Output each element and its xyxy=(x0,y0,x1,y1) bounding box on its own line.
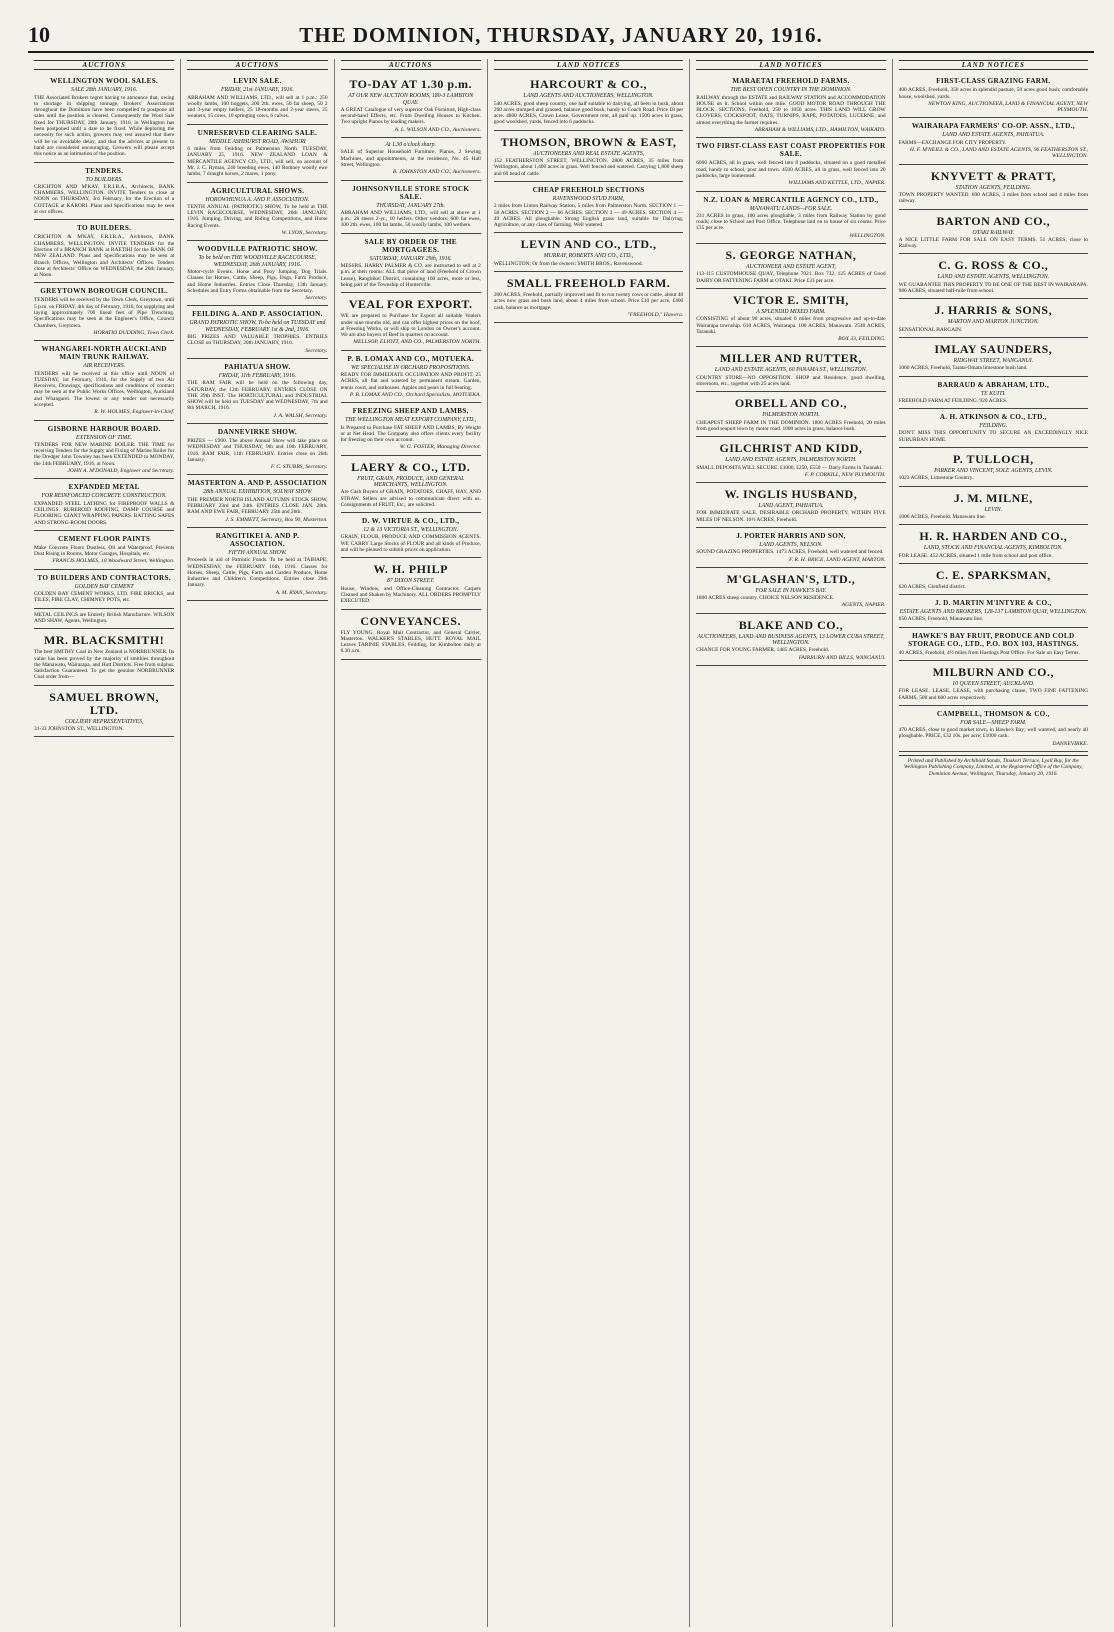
ad-body-text: CRICHTON & M'KAY, F.R.I.B.A., Architects, BANK CHAMBERS, WELLINGTON. INVITE TENDERS for the Erection of a BRANCH BANK at RAETIHI for the BANK OF NEW ZEALAND. Plans and Specifications may be seen at Branch Offices, Wellington and Architects' Offices. Tenders close at Architects' Office on WEDNESDAY, the 26th January, at Noon. xyxy=(34,234,175,279)
ad-heading: RANGITIKEI A. AND P. ASSOCIATION. xyxy=(215,531,300,548)
ad-body-text: CHEAPEST SHEEP FARM IN THE DOMINION. 1800 ACRES Freehold, 20 miles from good seaport town by motor road. 1000 acres in grass, balance bush. xyxy=(696,419,886,432)
ad-heading: ORBELL AND CO., xyxy=(734,396,848,411)
ad-body-text: THE PREMIER NORTH ISLAND AUTUMN STOCK SHOW, FEBRUARY 23rd and 24th. ENTRIES CLOSE JAN. 28th. RAM AND EWE FAIR, FEBRUARY 25th and 26th. xyxy=(187,496,328,516)
ad-body-text: 400 ACRES, Freehold, 350 acres in splendid pasture, 50 acres good bush; comfortable house, woolshed, yards. xyxy=(898,87,1089,100)
advertisement xyxy=(34,220,174,283)
ad-heading: TO BUILDERS. xyxy=(77,224,132,233)
ad-body-text: FREEHOLD FARM AT FEILDING. 920 ACRES. xyxy=(898,397,1008,404)
ad-subheading: At 1.30 o'clock sharp. xyxy=(385,142,437,149)
ad-signature: MELLSOP, ELIOTT, AND CO., PALMERSTON NORTH. xyxy=(353,339,481,346)
advertisement xyxy=(494,182,683,233)
advertisement xyxy=(696,568,885,614)
ad-body-text: ABRAHAM AND WILLIAMS, LTD., will sell at above at 1 p.m.: 28 steers 2-yr., 10 heifers. Other vendors: 600 fat ewes, 100 2th. ewes, 100 fat lambs, 50 woolly lambs, 100 wethers. xyxy=(340,209,481,229)
advertisement xyxy=(899,377,1088,410)
section-heading: LAND NOTICES xyxy=(899,60,1088,70)
ad-signature: W. LYON, Secretary. xyxy=(281,230,328,237)
column-6 xyxy=(893,59,1094,1627)
ad-heading: LEVIN AND CO., LTD., xyxy=(520,237,657,252)
section-heading: AUCTIONS xyxy=(187,60,327,70)
ad-body-text: READY FOR IMMEDIATE OCCUPATION AND PROFIT. 25 ACRES, all flat and watered by permanent stream. Garden, tennis court, and outhouses. Apples and pears in full bearing. xyxy=(340,372,481,391)
ad-heading: D. W. VIRTUE & CO., LTD., xyxy=(362,517,460,526)
ad-body-text: 540 ACRES, good sheep country, one half suitable to dairying, all been in bush, about 260 acres stumped and grassed, balance good bush, handy to Coach Road. Price £8 per acre. 4800 ACRES, Crown Lease, Government rent, all paid up. 1500 acres in grass, good woolshed, yards, fenced into 6 paddocks. xyxy=(493,100,684,126)
ad-subheading: COLLIERY REPRESENTATIVES, xyxy=(64,718,144,725)
ad-body-text: THE Associated Brokers regret having to announce that, owing to shortage in shipping tonnage, Brokers' Associations throughout the Dominion have been compelled to postpone all sales until the position is cleared. Consequently the Wool Sale fixed for THURSDAY, 28th January, 1916, in Wellington has been postponed until a date to be fixed. While deploring the necessity for such action, growers may rest assured that there will be no avoidable delay, and that the advices at present to hand are considered encouraging. Growers will please accept this notice as an intimation of the position. xyxy=(34,94,175,158)
ad-heading: WAIRARAPA FARMERS' CO-OP. ASSN., LTD., xyxy=(911,122,1075,131)
ad-heading: P. TULLOCH, xyxy=(953,452,1034,467)
advertisement xyxy=(341,558,481,609)
ad-body-text: 1800 ACRES sheep country. CHOICE NELSON RESIDENCE. xyxy=(696,595,835,602)
ad-body-text: Motor-cycle Events. Horse and Pony Jumping. Dog Trials. Classes for Horses, Cattle, Sheep, Pigs, Dogs, Farm Produce, and Home Industries. Entries Close Thursday, 13th January. Schedules and Entry Forms obtainable from the Secretary. xyxy=(187,268,328,294)
ad-subheading: LAND AND ESTATE AGENTS, PALMERSTON NORTH. xyxy=(725,457,857,464)
ad-signature: Secretary. xyxy=(305,295,328,302)
ad-heading: VEAL FOR EXPORT. xyxy=(348,297,473,312)
ad-subheading: THE BEST OPEN COUNTRY IN THE DOMINION. xyxy=(730,87,852,94)
advertisement xyxy=(899,661,1088,706)
ad-body-text: 620 ACRES, Glenfield district. xyxy=(898,583,966,590)
ad-subheading: FOR SALE—SHEEP FARM. xyxy=(960,719,1027,726)
ad-body-text: 231 ACRES in grass, 100 acres ploughable, 3 miles from Railway Station by good roads; close to School and Post Office. Telephone laid on to house of six rooms. Price £35 per acre. xyxy=(696,212,886,232)
ad-subheading: AT OUR NEW AUCTION ROOMS, 180-3 LAMBTON QUAY. xyxy=(348,93,474,106)
ad-heading: GILCHRIST AND KIDD, xyxy=(719,441,863,456)
ad-body-text: A GREAT Catalogue of very superior Oak Furniture, High-class second-hand Effects, etc. From Dwelling Houses to Kitchen. Two upright Pianos by leading makers. xyxy=(340,106,481,126)
ad-body-text: 6 miles from Feilding or Palmerston North. TUESDAY, JANUARY 25, 1916. NEW ZEALAND LOAN & MERCANTILE AGENCY CO., LTD., will sell, on account of Mr. J. C. Ryman, 240 breeding ewes, 140 Romney woolly ewe lambs, 7 draught horses, 2 mares, 1 pony. xyxy=(187,146,328,178)
printer-imprint: Printed and Published by Archibald Sando, Tinakori Terrace, Lyall Bay, for the Wellington Publishing Company, Limited, at the Registered Office of the Company, Dominion Avenue, Wellington, Thursday, January 20, 1916. xyxy=(899,755,1088,777)
advertisement xyxy=(899,628,1088,661)
ad-signature: Secretary. xyxy=(305,347,328,354)
ad-body-text: Make Concrete Floors Dustless, Oil and Waterproof. Prevents Dust Rising in Rooms, Motor Garages, Hospitals, etc. xyxy=(34,544,175,558)
ad-heading: MARAETAI FREEHOLD FARMS. xyxy=(732,77,850,86)
ad-body-text: 113-115 CUSTOMHOUSE QUAY, Telephone 7021. Box 732. 125 ACRES of Good DAIRY OR FATTENING FARM at OTAKI. Price £33 per acre. xyxy=(696,271,886,284)
ad-body-text: THE RAM FAIR will be held on the following day, SATURDAY, the 12th FEBRUARY. ENTRIES CLOSE ON THE 29th INST. The HORTICULTURAL and INDUSTRIAL SHOW will be held on TUESDAY and WEDNESDAY, 7th and 8th MARCH, 1916. xyxy=(187,380,328,412)
ad-signature: R. W. HOLMES, Engineer-in-Chief. xyxy=(94,409,175,416)
ad-signature: DANNEVIRKE. xyxy=(1052,740,1089,747)
ad-signature: WELLINGTON. xyxy=(849,232,886,239)
ad-heading: DANNEVIRKE SHOW. xyxy=(217,427,298,436)
ad-body-text: House, Window, and Office-Cleaning Contractor. Carpets Cleaned and Shaken by Machinery. ALL ORDERS PROMPTLY EXECUTED. xyxy=(340,585,481,605)
ad-heading: WHANGAREI-NORTH AUCKLAND MAIN TRUNK RAILWAY. xyxy=(41,345,167,362)
ad-heading: S. GEORGE NATHAN, xyxy=(725,248,857,263)
ad-heading: J. HARRIS & SONS, xyxy=(934,303,1053,318)
ad-body-text: 2 miles from Linton Railway Station, 5 miles from Palmerston North. SECTION 1 — 58 ACRES. SECTION 2 — 66 ACRES. SECTION 3 — 49 ACRES. SECTION 4 — 49 ACRES. All ploughable. Strong English grass land, suitable for Dairying, Agriculture, or any class of farming. Well watered. xyxy=(493,203,684,229)
ad-subheading: FOR REINFORCED CONCRETE CONSTRUCTION. xyxy=(41,493,167,500)
ad-heading: SALE BY ORDER OF THE MORTGAGEES. xyxy=(364,237,457,254)
advertisement xyxy=(341,234,481,293)
column-3 xyxy=(335,59,488,1627)
ad-signature: F. R. H. BRICE, LAND AGENT, MARTON. xyxy=(789,556,886,563)
ad-heading: VICTOR E. SMITH, xyxy=(733,292,849,307)
column-5 xyxy=(690,59,892,1627)
ad-body-text: TENDERS FOR NEW MARINE BOILER. THE TIME for receiving Tenders for the Supply and Fixing of Marine Boiler for the Dredger John Townley has been EXTENDED to MONDAY, the 14th FEBRUARY, 1916, at Noon. xyxy=(34,441,175,467)
ad-heading: MR. BLACKSMITH! xyxy=(44,633,165,648)
advertisement xyxy=(187,528,327,601)
ad-heading: C. E. SPARKSMAN, xyxy=(935,567,1051,582)
ad-heading: CHEAP FREEHOLD SECTIONS xyxy=(532,185,645,194)
ad-subheading: STATION AGENTS, FEILDING. xyxy=(955,184,1032,191)
ad-heading: LAERY & CO., LTD. xyxy=(351,459,471,474)
ad-heading: WOODVILLE PATRIOTIC SHOW. xyxy=(197,245,318,254)
advertisement xyxy=(899,210,1088,255)
advertisement xyxy=(494,233,683,272)
advertisement xyxy=(696,528,885,568)
ad-signature: JOHN A. M'DONALD, Engineer and Secretary. xyxy=(67,468,175,475)
ad-signature: A. M. RYAN, Secretary. xyxy=(275,589,328,596)
ad-heading: A. H. ATKINSON & CO., LTD., xyxy=(939,413,1047,422)
ad-subheading: EXTENSION OF TIME. xyxy=(76,434,133,441)
ad-subheading: LAND AND ESTATE AGENTS, PAHIATUA. xyxy=(942,132,1045,139)
advertisement xyxy=(34,163,174,221)
advertisement xyxy=(696,138,885,191)
ad-heading: SAMUEL BROWN, LTD. xyxy=(49,689,160,717)
ad-body-text: TENTH ANNUAL (PATRIOTIC) SHOW, To be held at THE LEVIN RACECOURSE, WEDNESDAY, 26th JANUARY, 1916. Jumping, Driving, and Riding Competitions, and Horse Racing Events. xyxy=(187,203,328,229)
ad-heading: CONVEYANCES. xyxy=(360,613,461,628)
ad-heading: TENDERS. xyxy=(85,166,124,175)
ad-heading: KNYVETT & PRATT, xyxy=(930,168,1056,183)
ad-heading: N.Z. LOAN & MERCANTILE AGENCY CO., LTD., xyxy=(703,195,879,204)
advertisement xyxy=(187,306,327,358)
advertisement xyxy=(899,73,1088,118)
ad-body-text: Are Cash Buyers of GRAIN, POTATOES, CHAFF, HAY, AND STRAW. Sellers are advised to communicate direct with us. Consignments of FRUIT, Etc., are solicited. xyxy=(340,489,481,508)
ad-subheading: MURRAY, ROBERTS AND CO., LTD., xyxy=(543,253,634,260)
ad-heading: M'GLASHAN'S, LTD., xyxy=(726,571,856,586)
ad-signature: F. P. CORKILL, NEW PLYMOUTH. xyxy=(804,471,886,478)
ad-signature: F. C. STUBBS, Secretary. xyxy=(270,464,328,471)
ad-subheading: GOLDEN BAY CEMENT xyxy=(74,583,134,590)
advertisement xyxy=(187,73,327,124)
advertisement xyxy=(34,609,174,630)
ad-heading: J. D. MARTIN M'INTYRE & CO., xyxy=(935,599,1052,608)
ad-heading: J. PORTER HARRIS AND SON, xyxy=(736,531,846,540)
ad-subheading: SALE 28th JANUARY, 1916. xyxy=(71,87,138,94)
ad-subheading: FRIDAY, 11th FEBRUARY, 1916. xyxy=(218,372,297,379)
ad-signature: AGENTS, NAPIER. xyxy=(841,602,886,609)
advertisement xyxy=(899,338,1088,377)
ad-body-text: 470 ACRES, close to good market town, in Hawke's Bay; well watered, and nearly all ploughable. PRICE, £32 10s. per acre; £1000 cash. xyxy=(898,727,1089,740)
ad-body-text: FOR IMMEDIATE SALE. DESIRABLE ORCHARD PROPERTY, WITHIN FIVE MILES OF NELSON. 10½ ACRES, Freehold. xyxy=(696,510,886,523)
ad-signature: J. S. EMMETT, Secretary, Box 90, Masterton. xyxy=(225,516,328,523)
ad-body-text: A NICE LITTLE FARM FOR SALE ON EASY TERMS. 51 ACRES, close to Railway. xyxy=(898,236,1089,250)
ad-heading: GISBORNE HARBOUR BOARD. xyxy=(47,424,161,433)
advertisement xyxy=(34,686,174,738)
advertisement xyxy=(34,73,174,162)
ad-subheading: PALMERSTON NORTH. xyxy=(762,412,820,419)
advertisement xyxy=(696,347,885,392)
advertisement xyxy=(34,531,174,570)
ad-subheading: MANAWATU LANDS—FOR SALE. xyxy=(749,205,833,212)
ad-subheading: A SPLENDID MIXED FARM. xyxy=(756,308,826,315)
ad-subheading: FRUIT, GRAIN, PRODUCE, AND GENERAL MERCHANTS, WELLINGTON. xyxy=(357,475,465,488)
ad-heading: W. H. PHILP xyxy=(373,562,448,577)
column-1 xyxy=(28,59,181,1627)
ad-heading: WELLINGTON WOOL SALES. xyxy=(50,77,159,86)
ad-subheading: TO BUILDERS. xyxy=(85,176,123,183)
advertisement xyxy=(34,629,174,685)
ad-body-text: WELLINGTON; Or from the owners: SMITH BROS., Ravenswood. xyxy=(493,260,643,267)
ad-signature: "FREEHOLD," Hawera. xyxy=(627,311,684,318)
advertisement xyxy=(187,424,327,475)
advertisement xyxy=(899,409,1088,448)
ad-heading: TO BUILDERS AND CONTRACTORS. xyxy=(37,573,171,582)
ad-heading: HARCOURT & CO., xyxy=(530,77,647,92)
ad-body-text: PRIZES — £900. The above Annual Show will take place on WEDNESDAY and THURSDAY, 9th and 10th FEBRUARY, 1916. RAM FAIR, 11th FEBRUARY. Entries close on 26th January. xyxy=(187,437,328,463)
advertisement xyxy=(34,341,174,420)
ad-body-text: SENSATIONAL BARGAIN. xyxy=(898,326,963,333)
ad-subheading: FOR SALE IN HAWKE'S BAY. xyxy=(755,587,827,594)
advertisement xyxy=(899,525,1088,564)
ad-subheading: FEILDING. xyxy=(979,423,1008,430)
ad-body-text: ABRAHAM AND WILLIAMS, LTD., will sell at 1 p.m.: 250 woolly lambs, 100 hoggets, 200 2th. ewes, 50 fat sheep, 50 2 and 3-year empty heifers, 25 18-months and 2-year steers, 25 weaners, 15 cows, 10 springing cows, 6 calves. xyxy=(187,94,328,120)
ad-subheading: LAND AGENTS, NELSON. xyxy=(759,541,823,548)
advertisement xyxy=(899,118,1088,164)
ad-subheading: HOROWHENUA A. AND P. ASSOCIATION. xyxy=(205,196,310,203)
advertisement xyxy=(341,181,481,234)
ad-heading: FIRST-CLASS GRAZING FARM. xyxy=(936,77,1051,86)
ad-body-text: BIG PRIZES AND VALUABLE TROPHIES. ENTRIES CLOSE on THURSDAY, 20th JANUARY, 1916. xyxy=(187,334,328,347)
ad-body-text: SOUND GRAZING PROPERTIES. 1473 ACRES, Freehold, well watered and fenced. xyxy=(696,549,884,556)
ad-heading: BARTON AND CO., xyxy=(936,213,1051,228)
ad-heading: GREYTOWN BOROUGH COUNCIL. xyxy=(40,287,169,296)
advertisement xyxy=(899,254,1088,299)
advertisement xyxy=(341,73,481,138)
advertisement xyxy=(187,475,327,527)
advertisement xyxy=(696,192,885,244)
ad-body-text: CHANCE FOR YOUNG FARMER. 1485 ACRES, Freehold. xyxy=(696,647,830,654)
ad-subheading: FIFTH ANNUAL SHOW. xyxy=(228,549,287,556)
ad-subheading: 87 DIXON STREET. xyxy=(387,578,435,585)
ad-heading: FREEZING SHEEP AND LAMBS. xyxy=(352,407,469,416)
ad-subheading: THURSDAY, JANUARY 27th. xyxy=(376,202,445,209)
ad-body-text: EXPANDED STEEL LATHING for FIREPROOF WALLS & CEILINGS. RUBEROID ROOFING, DAMP COURSE and FLOORING. GIANT WRAPPING PAPERS. BATTING SAFES AND STRONG-ROOM DOORS. xyxy=(34,500,175,526)
advertisement xyxy=(187,183,327,242)
advertisement xyxy=(696,483,885,528)
ad-subheading: PARKER AND VINCENT, SOLE AGENTS, LEVIN. xyxy=(934,468,1053,475)
ad-body-text: TENDERS will be received at this office until NOON of TUESDAY, 1st February, 1916, for the Supply of two Air Receivers, Drawings, specifications and conditions of contract may be seen at the Public Works Offices, Wellington, Auckland and Whangarei. The lowest or any tender not necessarily accepted. xyxy=(34,370,175,408)
ad-body-text: MESSRS. HARRY PALMER & CO. are instructed to sell at 2 p.m. at their rooms: ALL that piece of land (Freehold of Crown Lease), Rangitikei District, containing 160 acres, more or less, being part of the Township of Hunterville. xyxy=(340,263,481,288)
ad-body-text: Is Prepared to Purchase FAT SHEEP AND LAMBS, By Weight or at Net Head. The Company also offers clients every facility for freezing on their own account. xyxy=(340,424,481,444)
advertisement xyxy=(696,437,885,483)
ad-subheading: 28th ANNUAL EXHIBITION, SOLWAY SHOW xyxy=(203,489,312,496)
advertisement xyxy=(341,138,481,180)
ad-body-text: COUNTRY STORE—NO OPPOSITION. SHOP and Residence, good dwelling, storeroom, etc., together with 25 acres land. xyxy=(696,374,886,388)
advertisement xyxy=(899,448,1088,487)
ad-body-text: SALE of Superior Household Furniture, Pianos, 2 Sewing Machines, and appointments, at the residence, No. 45 Hall Street, Wellington. xyxy=(340,149,481,168)
advertisement xyxy=(494,73,683,130)
ad-signature: NEWTON KING, AUCTIONEER, LAND & FINANCIAL AGENT, NEW PLYMOUTH. xyxy=(928,100,1089,114)
ad-body-text: FOR LEASE. LEASE, LEASE, with purchasing clause, TWO FINE FATTENING FARMS, 500 and 600 acres respectively. xyxy=(898,688,1089,701)
ad-signature: WILLIAMS AND KETTLE, LTD., NAPIER. xyxy=(788,180,886,187)
ad-heading: LEVIN SALE. xyxy=(233,77,282,86)
column-4 xyxy=(488,59,690,1627)
advertisement xyxy=(341,351,481,403)
advertisement xyxy=(34,283,174,341)
ad-body-text: CRICHTON AND M'KAY, F.R.I.B.A., Architects, BANK CHAMBERS, WELLINGTON. INVITE Tenders to close at NOON on THURSDAY, 3rd February, for the Erection of a COTTAGE at KARORI. Plans and Specifications may be seen at our offices. xyxy=(34,183,175,216)
ad-heading: EXPANDED METAL xyxy=(68,483,140,492)
ad-subheading: LAND, STOCK AND FINANCIAL AGENTS, KIMBOLTON. xyxy=(923,545,1063,552)
ad-heading: TWO FIRST-CLASS EAST COAST PROPERTIES FOR SALE. xyxy=(696,142,886,159)
ad-heading: J. M. MILNE, xyxy=(953,490,1033,505)
ad-body-text: 31-33 JOHNSTON ST., WELLINGTON. xyxy=(34,726,124,732)
advertisement xyxy=(494,131,683,182)
ad-body-text: 1023 ACRES, Limestone Country. xyxy=(898,475,974,482)
ad-heading: MILLER AND RUTTER, xyxy=(719,351,862,366)
ad-heading: HAWKE'S BAY FRUIT, PRODUCE AND COLD STORAGE CO., LTD., P.O. BOX 103, HASTINGS. xyxy=(908,631,1079,648)
ad-subheading: RAVENSWOOD STUD FARM, xyxy=(552,195,625,202)
ad-subheading: AUCTIONEER AND ESTATE AGENT, xyxy=(746,264,836,271)
ad-body-text: RAILWAY through the ESTATE and RAILWAY STATION and ACCOMMODATION HOUSE on it. School within one mile. GOOD MOTOR ROAD THROUGH THE BLOCK. SECTIONS, Freehold, 250 to 1050 acres. THIS LAND WILL GROW CLOVERS, COCKSFOOT, OATS, TURNIPS, RAPE, POTATOES, LUCERNE, and almost everything the farmer requires. xyxy=(696,94,886,126)
masthead xyxy=(28,22,1094,53)
ad-subheading: LEVIN. xyxy=(984,506,1003,513)
advertisement xyxy=(696,392,885,437)
advertisement xyxy=(696,73,885,138)
ad-subheading: LAND AGENTS AND AUCTIONEERS, WELLINGTON. xyxy=(523,93,654,100)
advertisement xyxy=(34,570,174,609)
ad-subheading: GRAND PATRIOTIC SHOW, To be held on TUESDAY and WEDNESDAY, FEBRUARY 1st & 2nd, 1916. xyxy=(189,320,326,333)
ad-heading: CEMENT FLOOR PAINTS xyxy=(58,534,151,543)
ad-subheading: WE SPECIALISE IN ORCHARD PROPOSITIONS. xyxy=(351,364,471,371)
ad-body-text: GOLDEN BAY CEMENT WORKS, LTD. FIRE BRICKS, and TILES, FIRE CLAY, CHIMNEY POTS, etc. xyxy=(34,591,175,604)
ad-heading: IMLAY SAUNDERS, xyxy=(934,341,1053,356)
ad-signature: ABRAHAM & WILLIAMS, LTD., HAMILTON, WAIKATO. xyxy=(754,127,886,134)
advertisement xyxy=(341,456,481,513)
ad-subheading: MIDDLE ASHHURST ROAD, AWAHURI xyxy=(209,138,306,145)
advertisement xyxy=(187,125,327,183)
ad-body-text: 650 ACRES, Freehold, Manawatu line. xyxy=(898,616,984,623)
advertisement xyxy=(696,244,885,289)
ad-subheading: To be held on THE WOODVILLE RACECOURSE, WEDNESDAY, 26th JANUARY, 1916. xyxy=(198,255,317,268)
advertisement xyxy=(494,272,683,323)
ad-body-text: SMALL DEPOSITS WILL SECURE. £1000, £250, £550 — Dairy Farms in Taranaki. xyxy=(696,464,883,471)
ad-subheading: TE KUITI. xyxy=(980,390,1006,397)
ad-subheading: AUCTIONEERS, LAND AND BUSINESS AGENTS, 13 LOWER CUBA STREET, WELLINGTON. xyxy=(697,633,885,647)
column-2 xyxy=(181,59,334,1627)
ad-subheading: RIDGWAY STREET, WANGANUI. xyxy=(953,357,1034,364)
advertisement xyxy=(34,479,174,530)
ad-heading: W. INGLIS HUSBAND, xyxy=(724,487,858,502)
ad-signature: A. L. WILSON AND CO., Auctioneers. xyxy=(394,126,481,133)
advertisement xyxy=(899,564,1088,595)
ad-subheading: 10 QUEEN STREET, AUCKLAND. xyxy=(952,680,1035,687)
section-heading: LAND NOTICES xyxy=(696,60,885,70)
ad-subheading: MARTON AND MARTON JUNCTION. xyxy=(947,319,1039,326)
section-heading: LAND NOTICES xyxy=(494,60,683,70)
section-heading: AUCTIONS xyxy=(341,60,481,70)
ad-subheading: FRIDAY, 21st JANUARY, 1916. xyxy=(220,87,294,94)
ad-signature: FRANCIS HOLMES, 10 Woodward Street, Wellington. xyxy=(52,558,175,565)
ad-body-text: 40 ACRES, Freehold, 4½ miles from Hastings Post Office. For Sale on Easy Terms. xyxy=(898,649,1080,656)
ad-body-text: WE are prepared to Purchase for Export all suitable Vealers under nine months old, and can offer highest prices on the hoof, at Freezing Works, or will ship to London on Owner's account. We are also buyers of Beef in quarters on account. xyxy=(340,313,481,339)
ad-subheading: 12 & 13 VICTORIA ST., WELLINGTON. xyxy=(363,527,459,534)
ad-heading: SMALL FREEHOLD FARM. xyxy=(506,276,671,291)
ad-heading: P. B. LOMAX AND CO., MOTUEKA. xyxy=(347,354,475,363)
advertisement xyxy=(899,595,1088,628)
ad-subheading: LAND AND ESTATE AGENTS, 60 PANAMA ST., WELLINGTON. xyxy=(714,367,868,374)
advertisement xyxy=(899,299,1088,338)
ad-signature: HORATIO DUDDING, Town Clerk. xyxy=(93,329,175,336)
ad-subheading: AIR RECEIVERS. xyxy=(83,363,126,370)
ad-body-text: FARMS—EXCHANGE FOR CITY PROPERTY. xyxy=(898,139,1007,146)
advertisement xyxy=(187,359,327,424)
ad-signature: BOX 33, FEILDING. xyxy=(838,336,886,343)
advertisement xyxy=(341,610,481,660)
ad-signature: FAIRBURN AND BILLS, WANGANUI. xyxy=(798,654,886,661)
ad-subheading: OTAKI RAILWAY. xyxy=(972,229,1015,236)
ad-body-text: TENDERS will be received by the Town Clerk, Greytown, until 5 p.m. on FRIDAY, 4th day of February, 1916, for supplying and laying approximately 700 lineal feet of Pipe Trenching. Specifications may be seen at the Engineer's Office, Council Chambers, Greytown. xyxy=(34,297,175,329)
ad-heading: UNRESERVED CLEARING SALE. xyxy=(197,128,318,137)
advertisement xyxy=(187,241,327,306)
ad-signature: P. B. LOMAX AND CO., Orchard Specialists, MOTUEKA. xyxy=(349,391,481,398)
ad-body-text: CONSISTING of about 90 acres, situated 6 miles from progressive and up-to-date Wairarapa township. 610 ACRES, Wairarapa. 100 ACRES, Manawatu. 2540 ACRES, Taranaki. xyxy=(696,316,886,335)
ad-body-text: GRAIN, FLOUR, PRODUCE AND COMMISSION AGENTS. WE CARRY Large Stocks of FLOUR and all kinds of Produce, and will be pleased to submit prices on application. xyxy=(340,534,481,554)
ad-signature: H. F. M'NEILL & CO., LAND AND ESTATE AGENTS, 96 FEATHERSTON ST., WELLINGTON. xyxy=(909,147,1089,160)
ad-body-text: DON'T MISS THIS OPPORTUNITY TO SECURE AN EXCEEDINGLY NICE SUBURBAN HOME. xyxy=(898,430,1089,443)
ad-heading: AGRICULTURAL SHOWS. xyxy=(210,186,305,195)
advertisement xyxy=(899,706,1088,752)
advertisement xyxy=(341,403,481,455)
ad-body-text: WE GUARANTEE THIS PROPERTY TO BE ONE OF THE BEST IN WAIRARAPA. 986 ACRES, situated half-mile from school. xyxy=(898,281,1089,295)
advertisement xyxy=(899,165,1088,210)
advertisement xyxy=(696,614,885,666)
advertisement xyxy=(341,293,481,350)
advertisement xyxy=(696,289,885,347)
ad-body-text: 1060 ACRES, Freehold, Tarata-Omata limestone bush land. xyxy=(898,365,1028,372)
advertisement xyxy=(341,513,481,558)
ad-body-text: 200 ACRES, Freehold, partially improved and fit to run twenty cows or cattle, about 40 acres now grass and bush land, about 4 miles from school. Price £10 per acre, £400 cash, balance as mortgage. xyxy=(493,292,684,311)
ad-heading: FEILDING A. AND P. ASSOCIATION. xyxy=(192,310,323,319)
ad-signature: J. A. WALSH, Secretary. xyxy=(273,412,328,419)
ad-subheading: LAND AGENT, PAHIATUA. xyxy=(758,503,824,510)
ad-signature: W. G. FOSTER, Managing Director. xyxy=(399,444,481,451)
ad-body-text: FOR LEASE. 452 ACRES, situated 1 mile from school and post office. xyxy=(898,552,1053,559)
ad-heading: MASTERTON A. AND P. ASSOCIATION xyxy=(187,479,327,488)
ad-heading: H. R. HARDEN AND CO., xyxy=(919,529,1068,544)
ad-body-text: 1006 ACRES, Freehold, Manawatu line. xyxy=(898,513,986,520)
ad-subheading: THE WELLINGTON MEAT EXPORT COMPANY, LTD., xyxy=(345,417,477,424)
ad-subheading: AUCTIONEERS AND REAL ESTATE AGENTS, xyxy=(532,150,645,157)
ad-body-text: TOWN PROPERTY WANTED. 690 ACRES, 3 miles from school and 4 miles from railway. xyxy=(898,191,1089,205)
ad-body-text: 6000 ACRES, all in grass, well fenced into 8 paddocks, situated on a good metalled road, handy to school, post and town. 4500 ACRES, all in grass, well fenced into 20 paddocks, large homestead. xyxy=(696,160,886,179)
ad-heading: C. G. ROSS & CO., xyxy=(938,258,1049,273)
ad-heading: BLAKE AND CO., xyxy=(738,617,844,632)
ad-heading: CAMPBELL, THOMSON & CO., xyxy=(936,709,1050,718)
columns-container xyxy=(28,59,1094,1627)
ad-body-text: Proceeds in aid of Patriotic Funds. To be held at TAIHAPE, WEDNESDAY, the FEBRUARY 16th, 1916. Classes for Horses, Sheep, Cattle, Pigs, Farm and Garden Produce, Home Industries and Children's Competitions. Entries close 29th January. xyxy=(187,557,328,589)
ad-body-text: METAL CEILINGS are Entirely British Manufacture. WILSON AND SHAW, Agents, Wellington. xyxy=(34,611,175,624)
ad-heading: THOMSON, BROWN & EAST, xyxy=(500,134,677,149)
paper-title: THE DOMINION, THURSDAY, JANUARY 20, 1916. xyxy=(299,23,823,47)
ad-body-text: FLY YOUNG, Royal Mail Contractor, and General Carrier, Masterton. WALKER'S STABLES, HUTT. ROYAL MAIL Leaves TARINIE STABLES, Feilding, for Kimbolton daily at 6.30 a.m. xyxy=(340,629,481,655)
ad-heading: JOHNSONVILLE STORE STOCK SALE. xyxy=(352,184,470,201)
page-number: 10 xyxy=(28,22,50,47)
ad-signature: B. JOHNSTON AND CO., Auctioneers. xyxy=(392,169,481,176)
ad-subheading: ESTATE AGENTS AND BROKERS, 128-137 LAMBTON QUAY, WELLINGTON. xyxy=(899,609,1088,616)
ad-heading: TO-DAY AT 1.30 p.m. xyxy=(349,77,473,92)
advertisement xyxy=(34,421,174,480)
ad-subheading: SATURDAY, JANUARY 29th, 1916. xyxy=(369,255,452,262)
ad-subheading: LAND AND ESTATE AGENTS, WELLINGTON. xyxy=(937,274,1050,281)
ad-heading: BARRAUD & ABRAHAM, LTD., xyxy=(937,380,1050,389)
advertisement xyxy=(899,487,1088,526)
ad-body-text: 152 FEATHERSTON STREET, WELLINGTON. 2800 ACRES, 35 miles from Wellington, about 1,400 acres in grass. Well fenced and watered. Carrying 1,800 sheep and 60 head of cattle. xyxy=(493,158,684,177)
ad-heading: MILBURN AND CO., xyxy=(932,664,1054,679)
ad-heading: PAHIATUA SHOW. xyxy=(224,362,291,371)
section-heading: AUCTIONS xyxy=(34,60,174,70)
ad-body-text: The best SMITHY Coal in New Zealand is NORBRUNNER. Its value has been proved by the majority of smithies throughout the Manawatu, Wairarapa, and Hutt Districts. Free from sulphur. Satisfaction Guaranteed. To get the genuine NORBRUNNER Coal order from— xyxy=(34,649,175,681)
